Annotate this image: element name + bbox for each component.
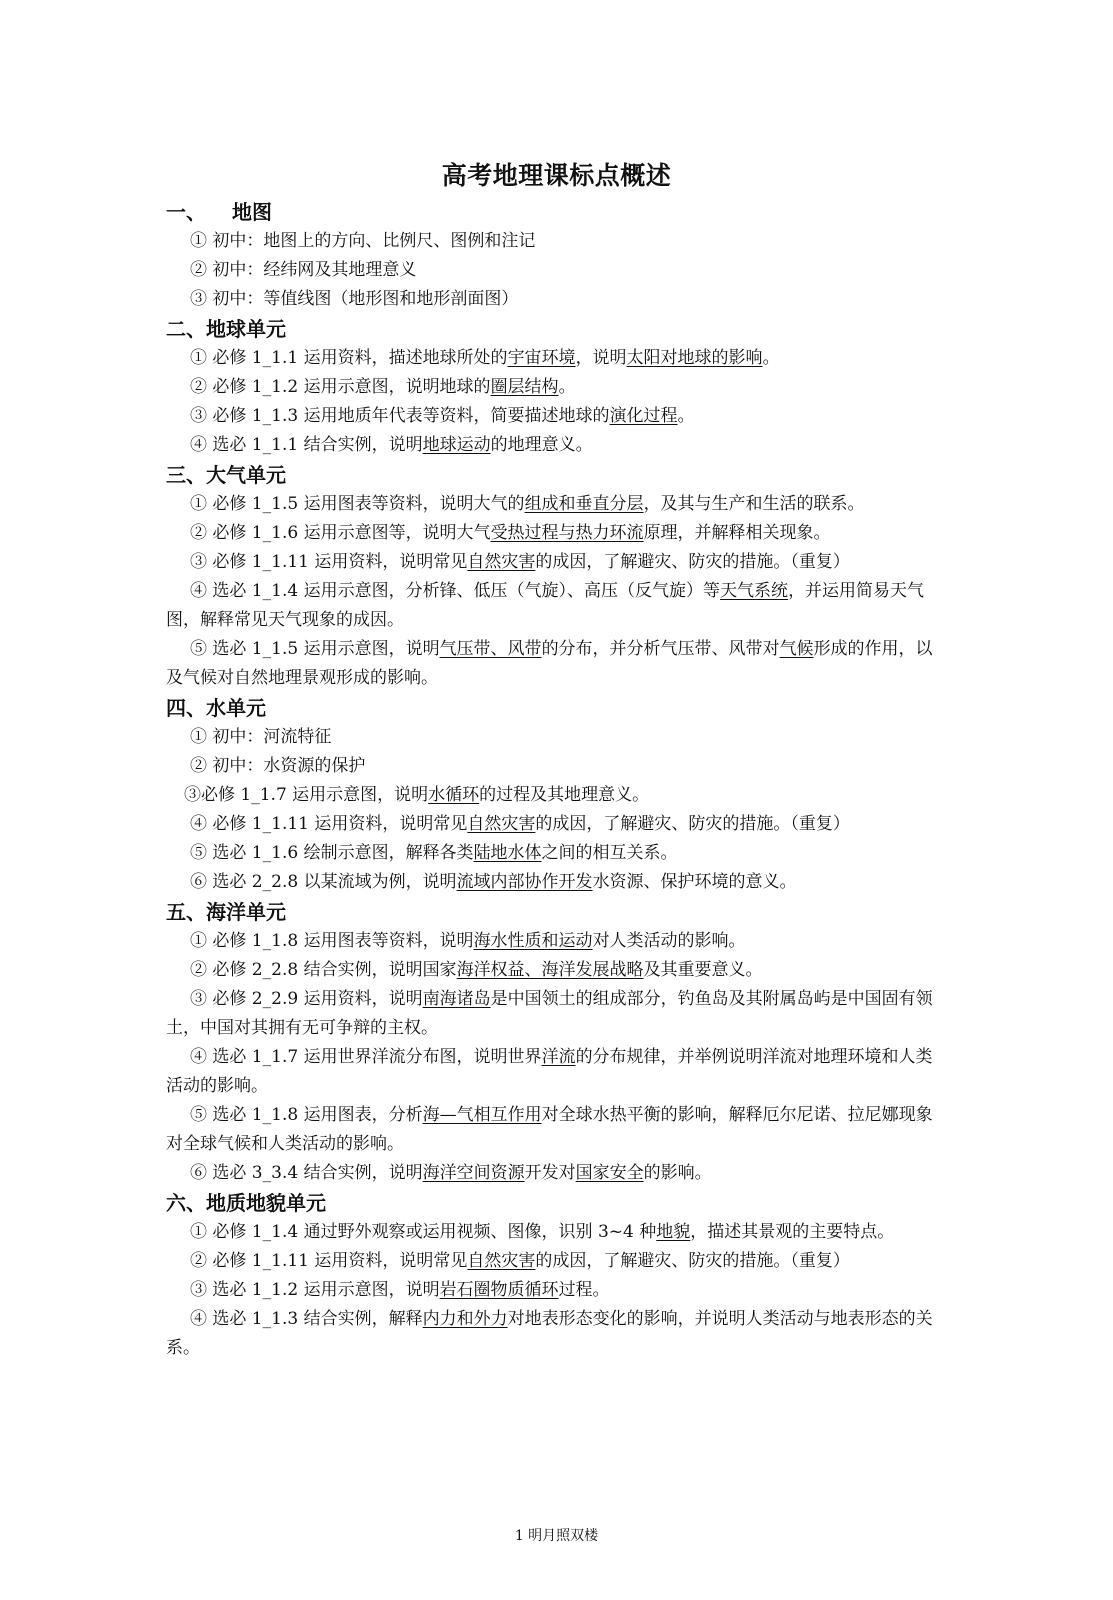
standard-item [166,1159,936,1188]
page-footer: 1 明月照双楼 [514,1528,599,1544]
item-text: 的地理意义。 [490,435,593,455]
section-number: 五、 [166,900,206,924]
section-number: 二、 [166,317,206,341]
standard-item [166,1305,936,1363]
item-text: 的过程及其地理意义。 [479,785,650,805]
item-text: ① 必修 1_1.8 运用图表等资料，说明 [190,931,474,951]
item-text: ② 必修 1_1.2 运用示意图，说明地球的 [190,377,491,397]
item-text: 形成的作用，以及气候对自然地理景观形成的影响。 [166,639,933,688]
item-text: ② 初中：经纬网及其地理意义 [190,260,417,280]
standard-item [166,519,936,548]
standard-item [166,927,936,956]
standard-item [166,956,936,985]
section-heading [166,1188,936,1218]
standard-item [166,781,936,810]
standard-item [166,752,936,781]
standard-item [166,373,936,402]
standard-item [166,1101,936,1159]
item-text: ⑤ 选必 1_1.8 运用图表，分析 [190,1105,423,1125]
item-text: 水资源、保护环境的意义。 [592,872,797,892]
item-text: ④ 选必 1_1.7 运用世界洋流分布图，说明世界 [190,1047,542,1067]
item-text: ① 初中：地图上的方向、比例尺、图例和注记 [190,231,536,251]
key-term: 海—气相互作用 [422,1105,542,1125]
standard-item [166,810,936,839]
item-text: ④ 选必 1_1.3 结合实例，解释 [190,1309,423,1329]
key-term: 气压带、风带 [439,639,542,659]
item-text: ，及其与生产和生活的联系。 [643,494,865,514]
item-text: ④ 必修 1_1.11 运用资料，说明常见 [190,814,468,834]
item-text: ⑥ 选必 3_3.4 结合实例，说明 [190,1163,423,1183]
page-title: 高考地理课标点概述 [441,161,672,190]
standard-item [166,402,936,431]
key-term: 地球运动 [422,435,491,455]
standard-item [166,344,936,373]
item-text: 的分布，并分析气压带、风带对 [541,639,780,659]
item-text: ，并运用简易天气图，解释常见天气现象的成因。 [166,581,925,630]
section-title: 地球单元 [206,317,286,341]
item-text: ③必修 1_1.7 运用示意图，说明 [184,785,429,805]
item-text: 原理，并解释相关现象。 [643,523,831,543]
document-body [166,197,936,1363]
key-term: 南海诸岛 [422,989,491,1009]
section-title: 大气单元 [206,463,286,487]
standard-item [166,577,936,635]
item-text: ④ 选必 1_1.4 运用示意图，分析锋、低压（气旋）、高压（反气旋）等 [190,581,721,601]
section-title: 海洋单元 [206,900,286,924]
item-text: 的成因，了解避灾、防灾的措施。（重复） [535,552,850,572]
key-term: 宇宙环境 [507,348,576,368]
key-term: 自然灾害 [467,814,536,834]
key-term: 流域内部协作开发 [456,872,593,892]
key-term: 内力和外力 [422,1309,508,1329]
standard-item [166,490,936,519]
item-text: 的影响。 [643,1163,712,1183]
item-text: ① 必修 1_1.5 运用图表等资料，说明大气的 [190,494,525,514]
key-term: 岩石圈物质循环 [439,1280,559,1300]
item-text: 开发对 [524,1163,576,1183]
item-text: 的成因，了解避灾、防灾的措施。（重复） [535,1251,850,1271]
key-term: 自然灾害 [467,1251,536,1271]
item-text: 。 [762,348,780,368]
item-text: ④ 选必 1_1.1 结合实例，说明 [190,435,423,455]
key-term: 天气系统 [720,581,789,601]
item-text: ，描述其景观的主要特点。 [690,1222,895,1242]
section-heading [166,897,936,927]
item-text: 对全球水热平衡的影响，解释厄尔尼诺、拉尼娜现象对全球气候和人类活动的影响。 [166,1105,933,1154]
item-text: 及其重要意义。 [643,960,763,980]
item-text: 对地表形态变化的影响，并说明人类活动与地表形态的关系。 [166,1309,933,1358]
section-number: 三、 [166,463,206,487]
section-heading [166,314,936,344]
item-text: ⑤ 选必 1_1.6 绘制示意图，解释各类 [190,843,474,863]
key-term: 国家安全 [575,1163,644,1183]
section-title: 水单元 [206,696,266,720]
standard-item [166,256,936,285]
key-term: 海洋权益、海洋发展战略 [456,960,644,980]
item-text: ② 必修 2_2.8 结合实例，说明国家 [190,960,457,980]
item-text: 。 [558,377,576,397]
section-heading [166,197,936,227]
key-term: 太阳对地球的影响 [626,348,763,368]
item-text: ② 必修 1_1.11 运用资料，说明常见 [190,1251,468,1271]
item-text: ，说明 [575,348,627,368]
key-term: 演化过程 [609,406,678,426]
key-term: 海水性质和运动 [473,931,593,951]
section-heading [166,460,936,490]
item-text: 是中国领土的组成部分，钓鱼岛及其附属岛屿是中国固有领土，中国对其拥有无可争辩的主权。 [166,989,933,1038]
standard-item [166,985,936,1043]
standard-item [166,227,936,256]
item-text: 过程。 [558,1280,610,1300]
item-text: 之间的相互关系。 [541,843,678,863]
item-text: 对人类活动的影响。 [592,931,746,951]
item-text: ⑤ 选必 1_1.5 运用示意图，说明 [190,639,440,659]
section-number: 一、 [166,200,206,224]
key-term: 陆地水体 [473,843,542,863]
standard-item [166,1276,936,1305]
item-text: 。 [677,406,695,426]
item-text: ② 必修 1_1.6 运用示意图等，说明大气 [190,523,491,543]
standard-item [166,1218,936,1247]
section-number: 四、 [166,696,206,720]
item-text: ① 必修 1_1.1 运用资料，描述地球所处的 [190,348,508,368]
item-text: ⑥ 选必 2_2.8 以某流域为例，说明 [190,872,457,892]
section-title: 地质地貌单元 [206,1191,326,1215]
standard-item [166,635,936,693]
item-text: ① 初中：河流特征 [190,727,332,747]
standard-item [166,868,936,897]
section-title: 地图 [232,200,272,224]
key-term: 圈层结构 [490,377,559,397]
key-term: 受热过程与热力环流 [490,523,644,543]
section-heading [166,693,936,723]
key-term: 海洋空间资源 [422,1163,525,1183]
item-text: ③ 初中：等值线图（地形图和地形剖面图） [190,289,519,309]
item-text: ② 初中：水资源的保护 [190,756,366,776]
item-text: 的分布规律，并举例说明洋流对地理环境和人类活动的影响。 [166,1047,933,1096]
key-term: 洋流 [541,1047,576,1067]
key-term: 组成和垂直分层 [524,494,644,514]
item-text: ① 必修 1_1.4 通过野外观察或运用视频、图像，识别 3~4 种 [190,1222,657,1242]
item-text: ③ 必修 1_1.3 运用地质年代表等资料，简要描述地球的 [190,406,610,426]
standard-item [166,839,936,868]
key-term: 自然灾害 [467,552,536,572]
key-term: 气候 [779,639,814,659]
standard-item [166,431,936,460]
standard-item [166,285,936,314]
standard-item [166,548,936,577]
key-term: 地貌 [656,1222,691,1242]
item-text: 的成因，了解避灾、防灾的措施。（重复） [535,814,850,834]
section-number: 六、 [166,1191,206,1215]
standard-item [166,1247,936,1276]
item-text: ③ 选必 1_1.2 运用示意图，说明 [190,1280,440,1300]
standard-item [166,1043,936,1101]
item-text: ③ 必修 1_1.11 运用资料，说明常见 [190,552,468,572]
item-text: ③ 必修 2_2.9 运用资料，说明 [190,989,423,1009]
key-term: 水循环 [428,785,480,805]
standard-item [166,723,936,752]
